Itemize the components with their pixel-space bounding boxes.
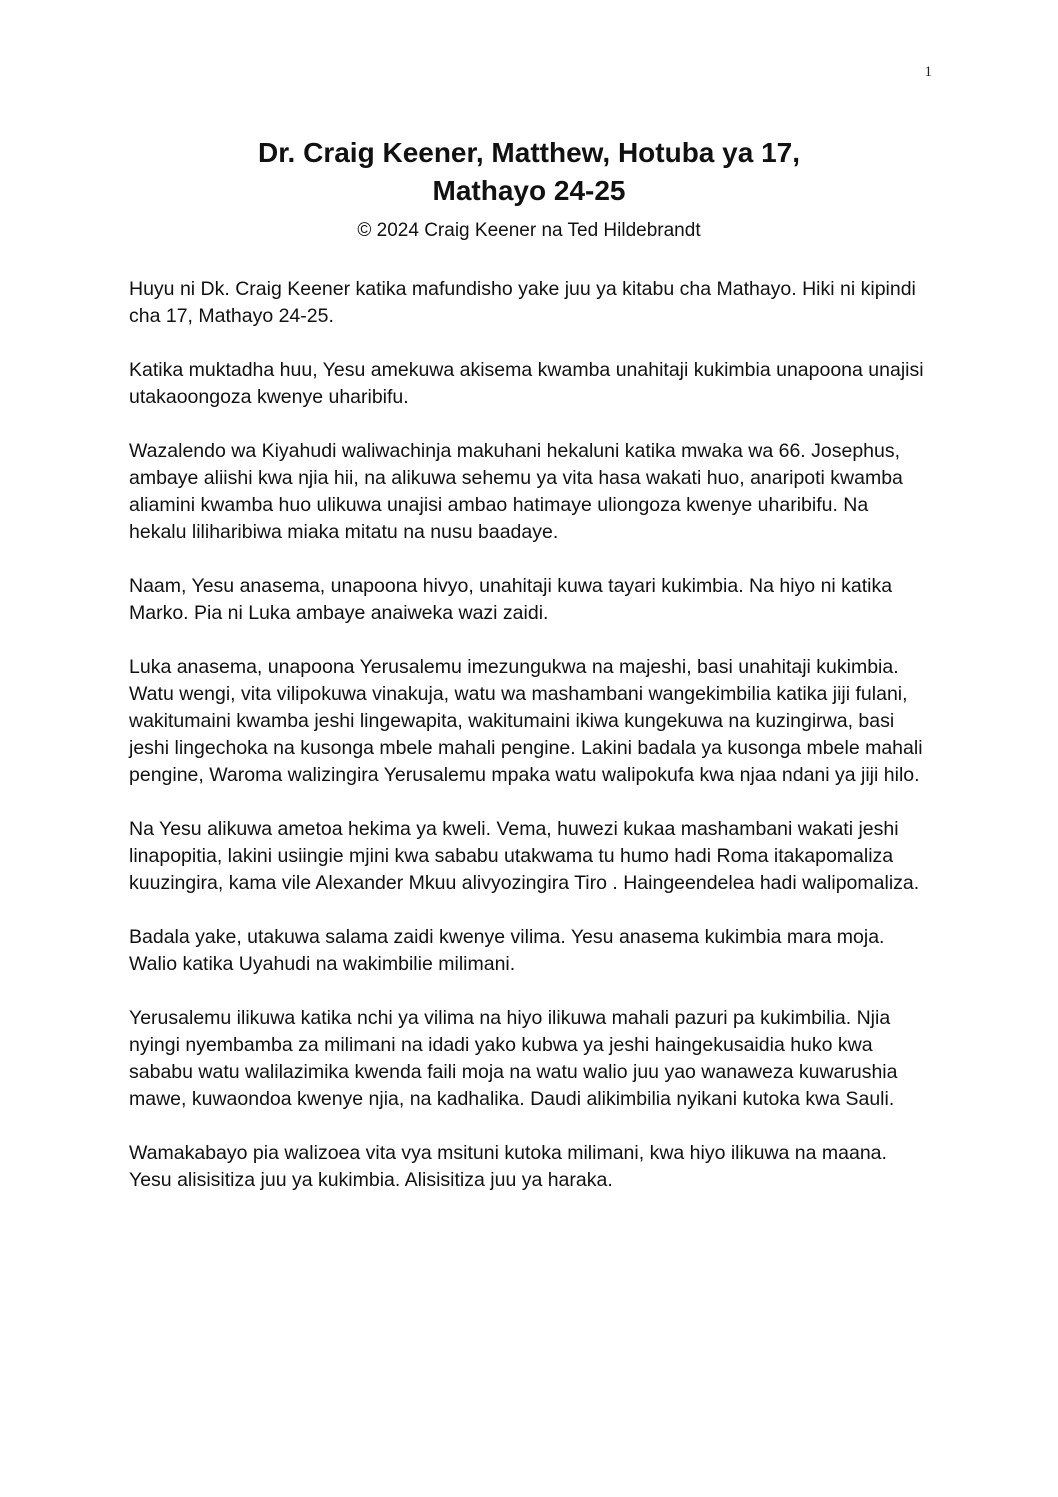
title-line-2: Mathayo 24-25: [432, 175, 626, 206]
paragraph: Luka anasema, unapoona Yerusalemu imezungukwa na majeshi, basi unahitaji kukimbia. Watu wengi, vita vilipokuwa vinakuja, watu wa mashambani wangekimbilia katika jiji fulani, wakitumaini kwamba jeshi lingewapita, wakitumaini ikiwa kungekuwa na kuzingirwa, basi jeshi lingechoka na kusonga mbele mahali pengine. Lakini badala ya kusonga mbele mahali pengine, Waroma walizingira Yerusalemu mpaka watu walipokufa kwa njaa ndani ya jiji hilo.: [129, 656, 923, 786]
paragraph: Yerusalemu ilikuwa katika nchi ya vilima na hiyo ilikuwa mahali pazuri pa kukimbilia. Njia nyingi nyembamba za milimani na idadi yako kubwa ya jeshi haingekusaidia huko kwa sababu watu walilazimika kwenda faili moja na watu walio juu yao wanaweza kuwarushia mawe, kuwaondoa kwenye njia, na kadhalika. Daudi alikimbilia nyikani kutoka kwa Sauli.: [129, 1007, 898, 1110]
title-line-1: Dr. Craig Keener, Matthew, Hotuba ya 17,: [257, 137, 800, 168]
paragraph: Wamakabayo pia walizoea vita vya msituni kutoka milimani, kwa hiyo ilikuwa na maana. Yesu alisisitiza juu ya kukimbia. Alisisitiza juu ya haraka.: [129, 1142, 887, 1191]
paragraph: Wazalendo wa Kiyahudi waliwachinja makuhani hekaluni katika mwaka wa 66. Josephus, ambaye aliishi kwa njia hii, na alikuwa sehemu ya vita hasa wakati huo, anaripoti kwamba aliamini kwamba huo ulikuwa unajisi ambao hatimaye uliongoza kwenye uharibifu. Na hekalu liliharibiwa miaka mitatu na nusu baadaye.: [129, 440, 903, 543]
paragraph: Katika muktadha huu, Yesu amekuwa akisema kwamba unahitaji kukimbia unapoona unajisi utakaoongoza kwenye uharibifu.: [129, 359, 924, 408]
body-text: [129, 276, 929, 1221]
copyright-notice: © 2024 Craig Keener na Ted Hildebrandt: [357, 220, 701, 241]
paragraph: Naam, Yesu anasema, unapoona hivyo, unahitaji kuwa tayari kukimbia. Na hiyo ni katika Marko. Pia ni Luka ambaye anaiweka wazi zaidi.: [129, 575, 893, 624]
title-block: [0, 134, 1058, 244]
paragraph: Badala yake, utakuwa salama zaidi kwenye vilima. Yesu anasema kukimbia mara moja. Walio katika Uyahudi na wakimbilie milimani.: [129, 926, 885, 975]
page-number: 1: [924, 64, 932, 80]
page-title: [0, 134, 1058, 210]
paragraph: Huyu ni Dk. Craig Keener katika mafundisho yake juu ya kitabu cha Mathayo. Hiki ni kipindi cha 17, Mathayo 24-25.: [129, 278, 916, 327]
paragraph: Na Yesu alikuwa ametoa hekima ya kweli. Vema, huwezi kukaa mashambani wakati jeshi linapopitia, lakini usiingie mjini kwa sababu utakwama tu humo hadi Roma itakapomaliza kuuzingira, kama vile Alexander Mkuu alivyozingira Tiro . Haingeendelea hadi walipomaliza.: [129, 818, 920, 894]
